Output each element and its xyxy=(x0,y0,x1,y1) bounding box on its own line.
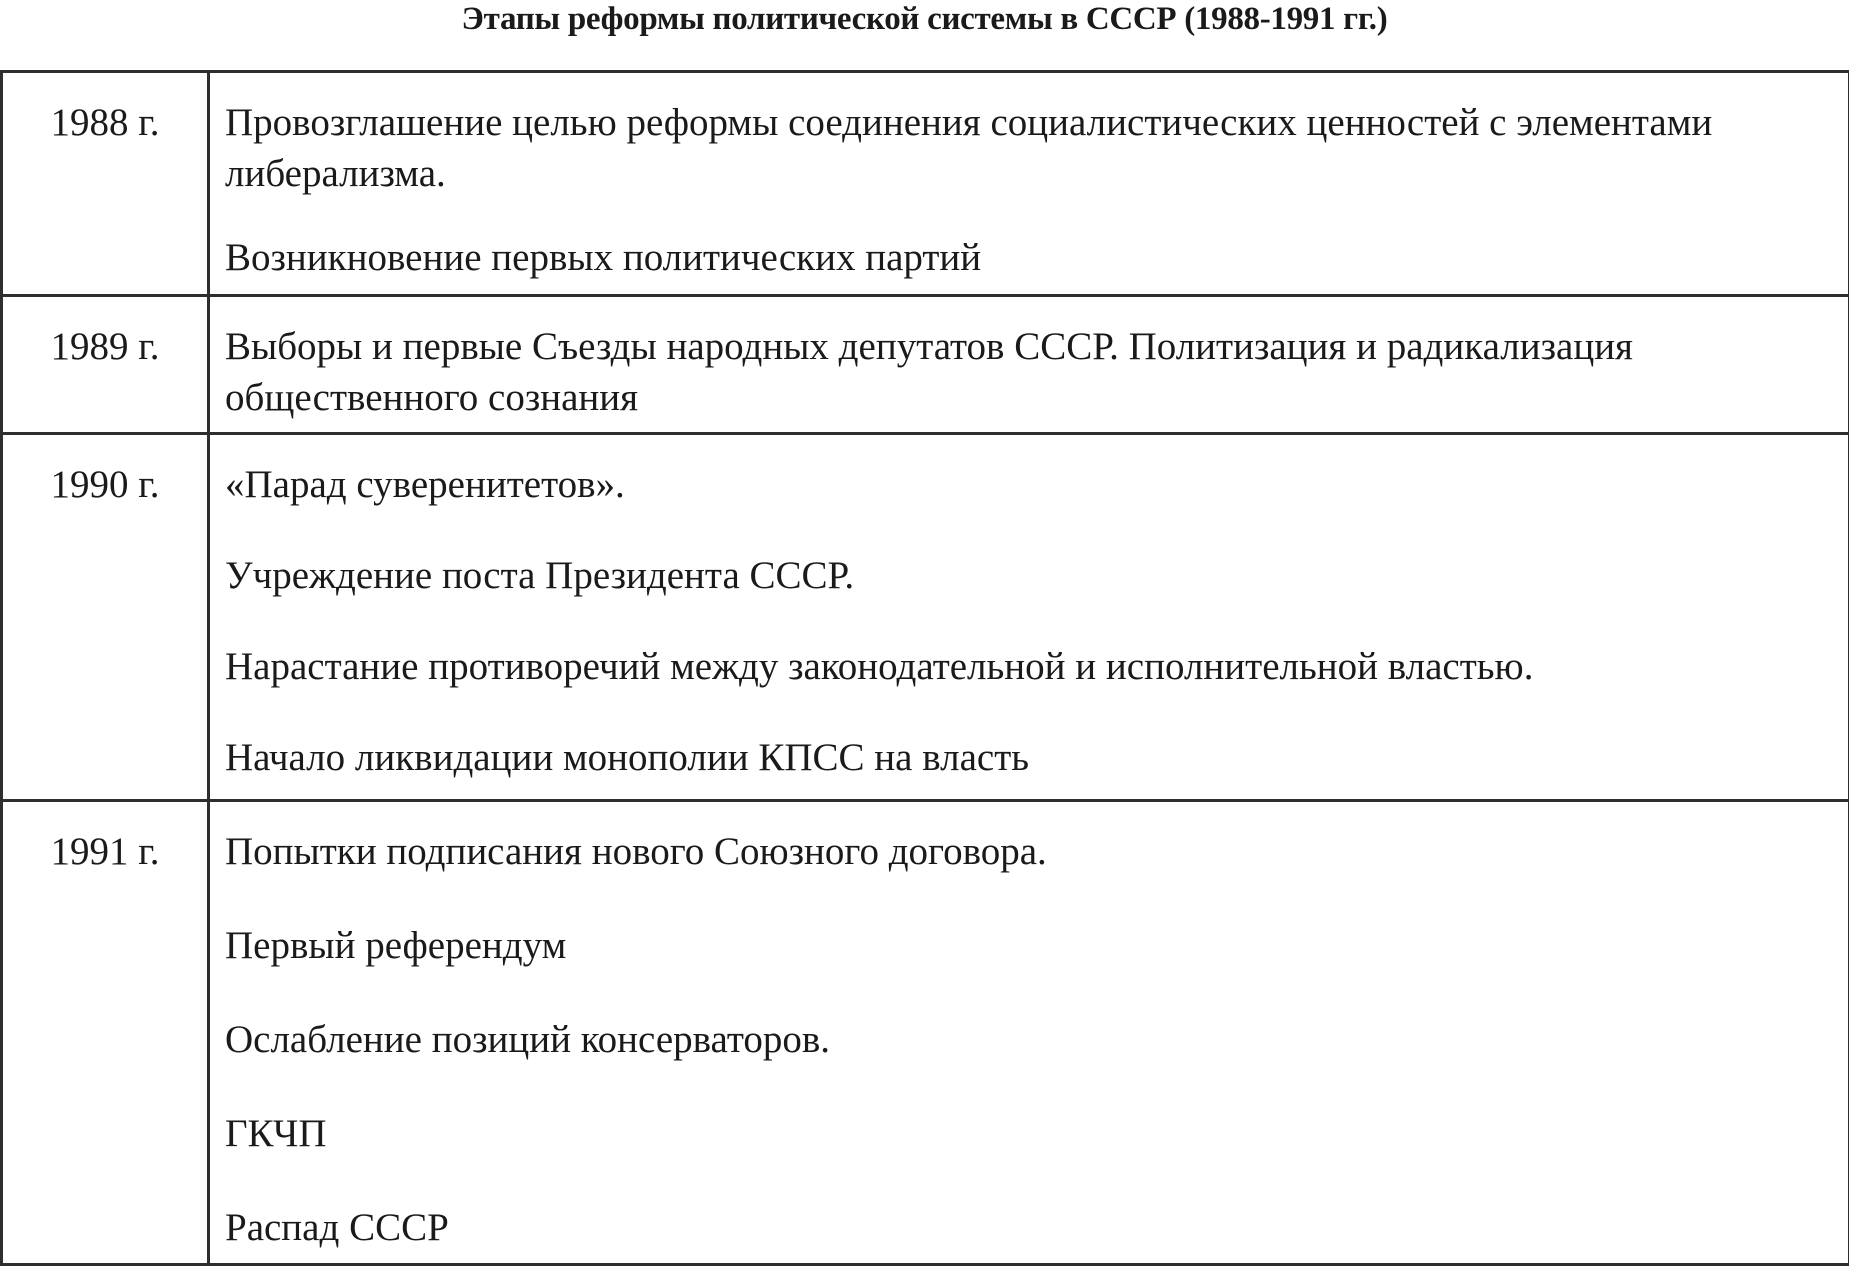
event-text: Выборы и первые Съезды народных депутатов СССР. Политизация и радикализация общественного сознания xyxy=(225,325,1633,419)
table-row xyxy=(2,434,1849,801)
document-title: Этапы реформы политической системы в СССР (1988-1991 гг.) xyxy=(461,1,1388,37)
year-cell: 1988 г. xyxy=(2,72,209,296)
event-text: Первый референдум xyxy=(225,924,567,967)
event-text: ГКЧП xyxy=(225,1112,327,1155)
table-row xyxy=(2,72,1849,296)
event-text: Учреждение поста Президента СССР. xyxy=(225,554,855,597)
event-text: Провозглашение целью реформы соединения социалистических ценностей с элементами либерализма. xyxy=(225,101,1713,195)
event-text: Попытки подписания нового Союзного договора. xyxy=(225,830,1047,873)
events-cell xyxy=(209,801,1849,1265)
year-cell: 1989 г. xyxy=(2,296,209,434)
table-row xyxy=(2,801,1849,1265)
year-cell: 1991 г. xyxy=(2,801,209,1265)
event-text: Нарастание противоречий между законодательной и исполнительной властью. xyxy=(225,645,1534,688)
event-text: «Парад суверенитетов». xyxy=(225,463,625,506)
reform-stages-table xyxy=(0,70,1849,1266)
event-text: Ослабление позиций консерваторов. xyxy=(225,1018,831,1061)
events-cell xyxy=(209,296,1849,434)
event-text: Возникновение первых политических партий xyxy=(225,236,982,279)
year-cell: 1990 г. xyxy=(2,434,209,801)
events-cell xyxy=(209,434,1849,801)
table-row xyxy=(2,296,1849,434)
event-text: Начало ликвидации монополии КПСС на власть xyxy=(225,736,1030,779)
events-cell xyxy=(209,72,1849,296)
event-text: Распад СССР xyxy=(225,1206,449,1249)
